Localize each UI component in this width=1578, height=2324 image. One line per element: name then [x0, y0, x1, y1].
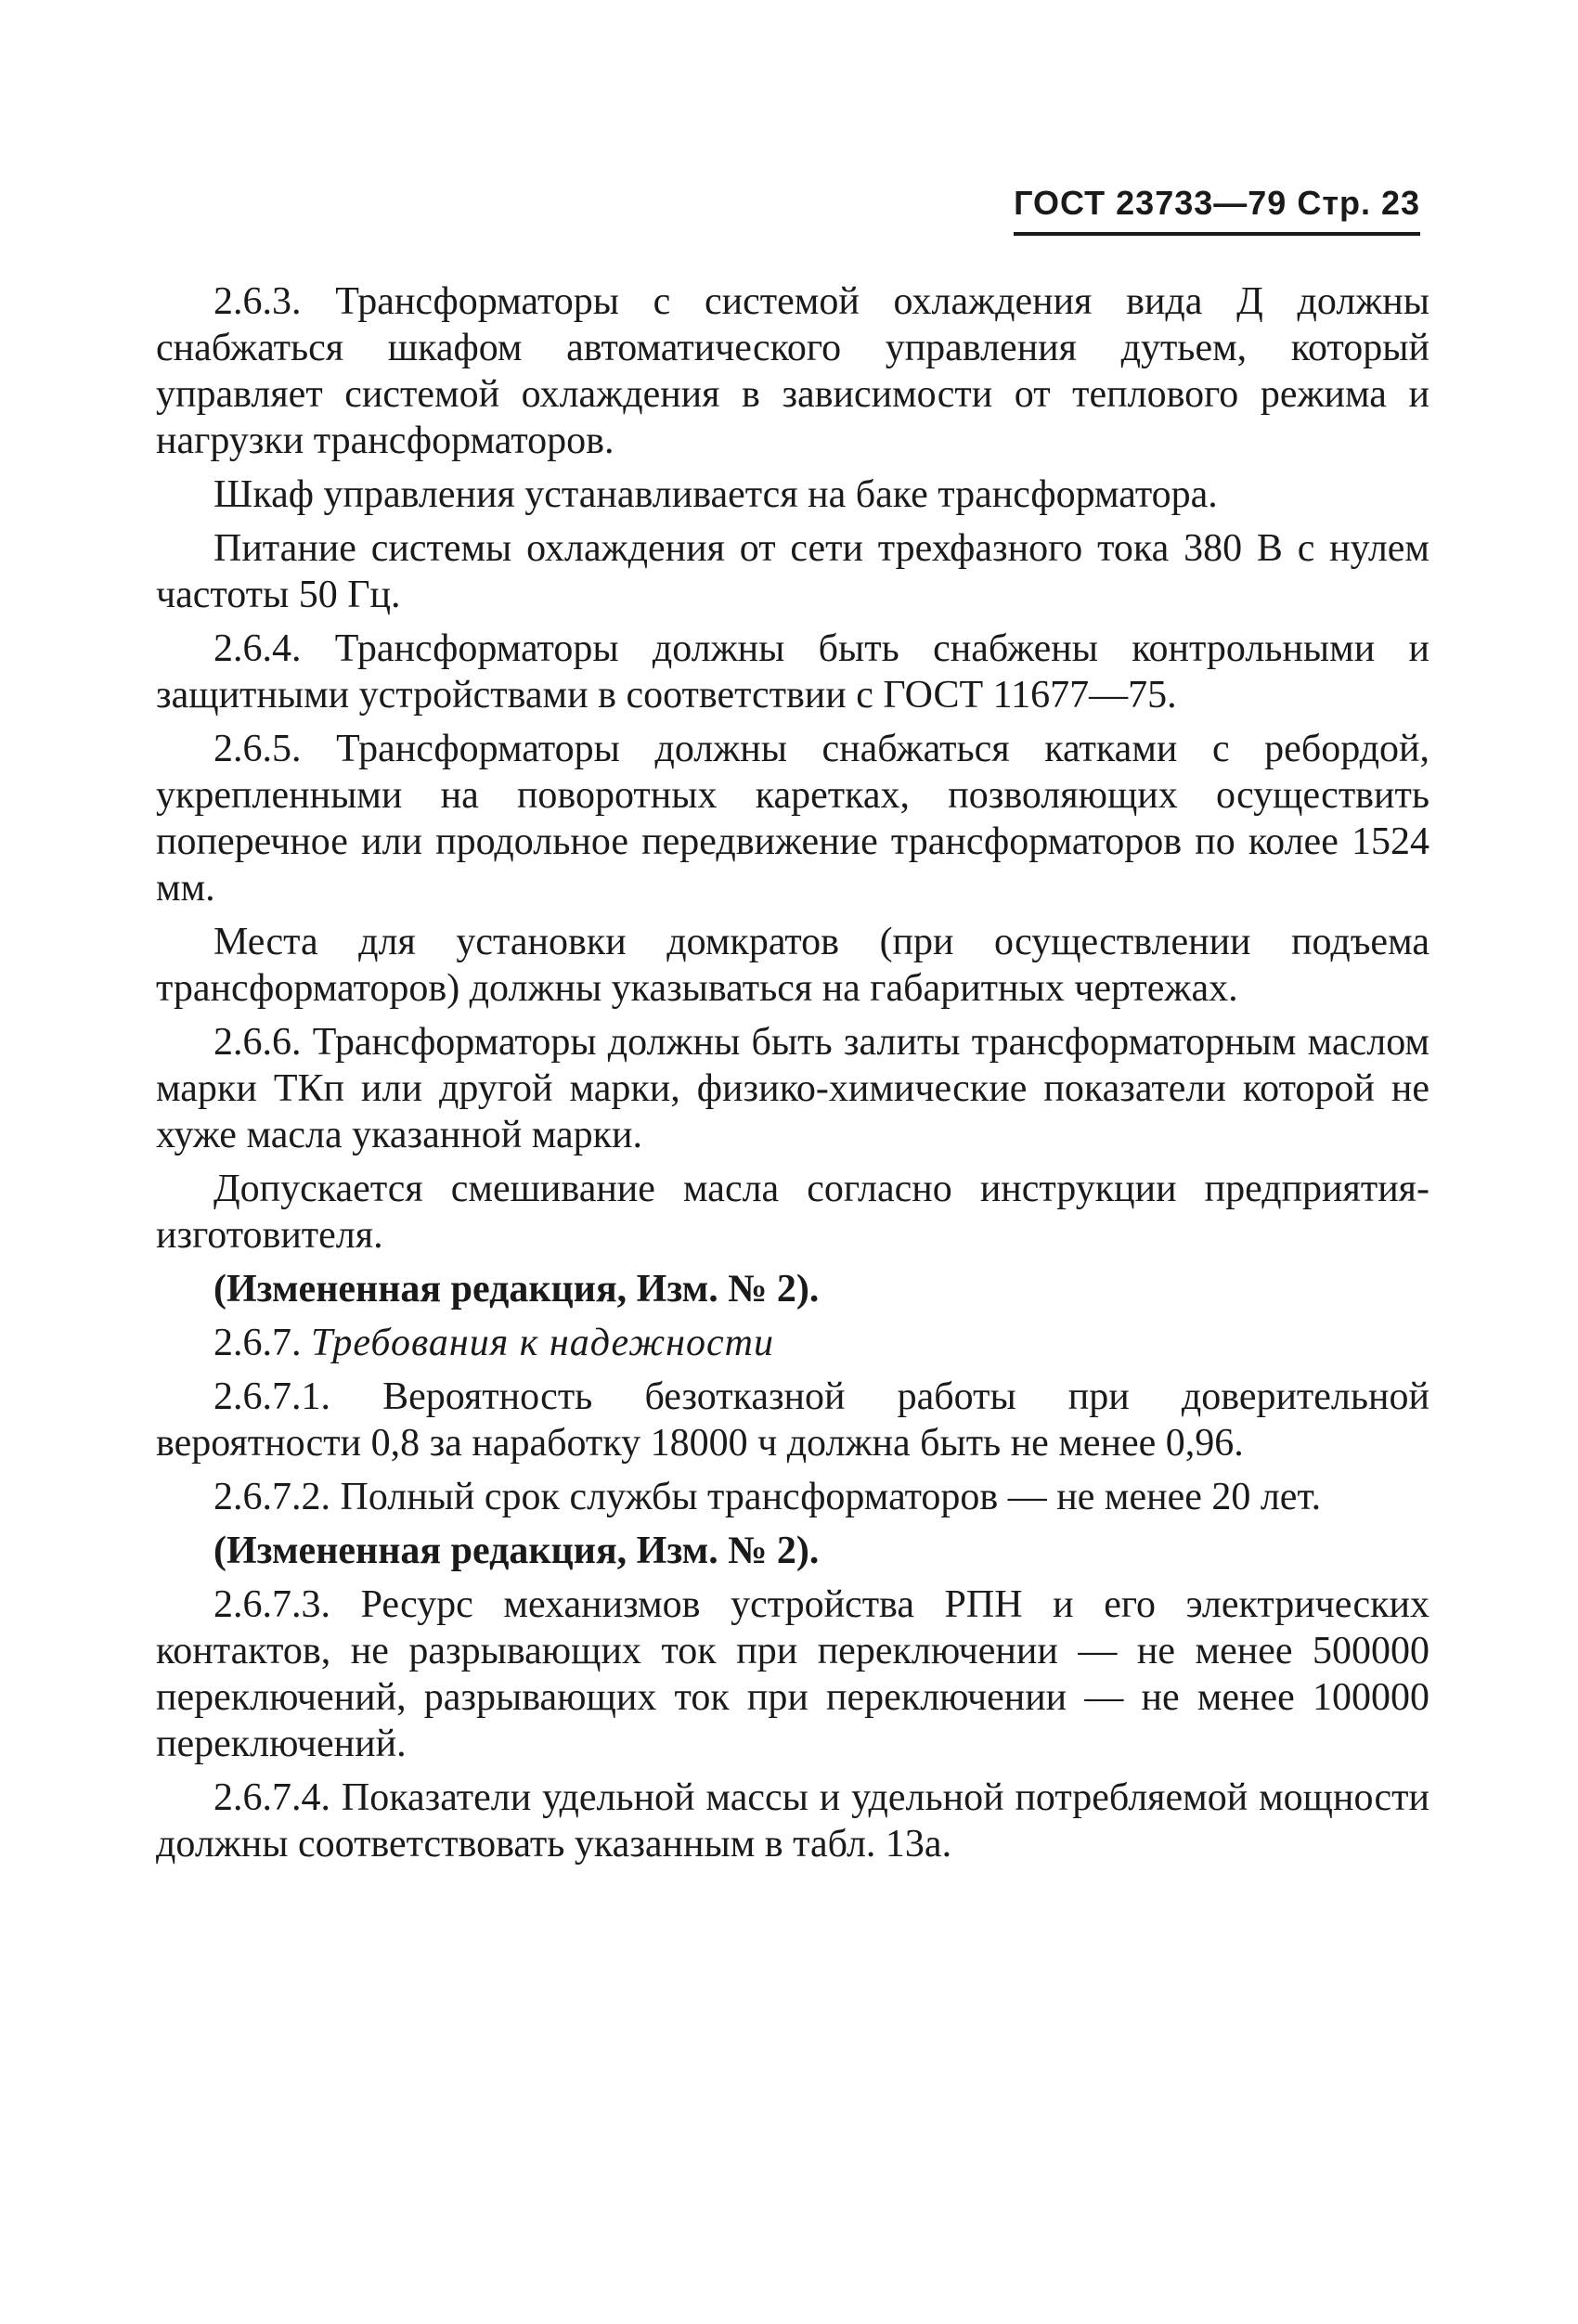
- paragraph-2-6-7-1: 2.6.7.1. Вероятность безотказной работы при доверительной вероятности 0,8 за наработку 18000 ч должна быть не менее 0,96.: [156, 1375, 1429, 1465]
- paragraph-2-6-7: [156, 1320, 1429, 1366]
- paragraph-2-6-4: 2.6.4. Трансформаторы должны быть снабжены контрольными и защитными устройствами в соответствии с ГОСТ 11677—75.: [156, 627, 1429, 717]
- paragraph-2-6-7-2: 2.6.7.2. Полный срок службы трансформаторов — не менее 20 лет.: [213, 1476, 1322, 1518]
- paragraph-2-6-6: 2.6.6. Трансформаторы должны быть залиты трансформаторным маслом марки ТКп или другой марки, физико-химические показатели которой не хуже масла указанной марки.: [156, 1021, 1429, 1156]
- document-body: [156, 278, 1429, 1875]
- paragraph-power-supply: Питание системы охлаждения от сети трехфазного тока 380 В с нулем частоты 50 Гц.: [156, 527, 1429, 616]
- amendment-note-1: (Измененная редакция, Изм. № 2).: [213, 1268, 820, 1310]
- section-number-2-6-7: 2.6.7.: [213, 1322, 302, 1364]
- paragraph-2-6-7-3: 2.6.7.3. Ресурс механизмов устройства РПН и его электрических контактов, не разрывающих ток при переключении — не менее 500000 переключений, разрывающих ток при переключении — не менее 100000 переключений.: [156, 1583, 1429, 1765]
- page-number: Стр. 23: [1297, 184, 1420, 222]
- section-title-reliability: Требования к надежности: [311, 1322, 774, 1364]
- page-header: [1014, 184, 1420, 236]
- paragraph-2-6-3: 2.6.3. Трансформаторы с системой охлаждения вида Д должны снабжаться шкафом автоматического управления дутьем, который управляет системой охлаждения в зависимости от теплового режима и нагрузки трансформаторов.: [156, 280, 1429, 462]
- paragraph-jack-places: Места для установки домкратов (при осуществлении подъема трансформаторов) должны указываться на габаритных чертежах.: [156, 921, 1429, 1010]
- standard-number: ГОСТ 23733—79: [1014, 184, 1287, 222]
- amendment-note-2: (Измененная редакция, Изм. № 2).: [213, 1530, 820, 1572]
- paragraph-2-6-7-4: 2.6.7.4. Показатели удельной массы и удельной потребляемой мощности должны соответствовать указанным в табл. 13а.: [156, 1776, 1429, 1866]
- paragraph-2-6-5: 2.6.5. Трансформаторы должны снабжаться катками с ребордой, укрепленными на поворотных каретках, позволяющих осуществить поперечное или продольное передвижение трансформаторов по колее 1524 мм.: [156, 728, 1429, 910]
- paragraph-control-cabinet: Шкаф управления устанавливается на баке трансформатора.: [213, 473, 1218, 516]
- paragraph-oil-mixing: Допускается смешивание масла согласно инструкции предприятия-изготовителя.: [156, 1168, 1429, 1257]
